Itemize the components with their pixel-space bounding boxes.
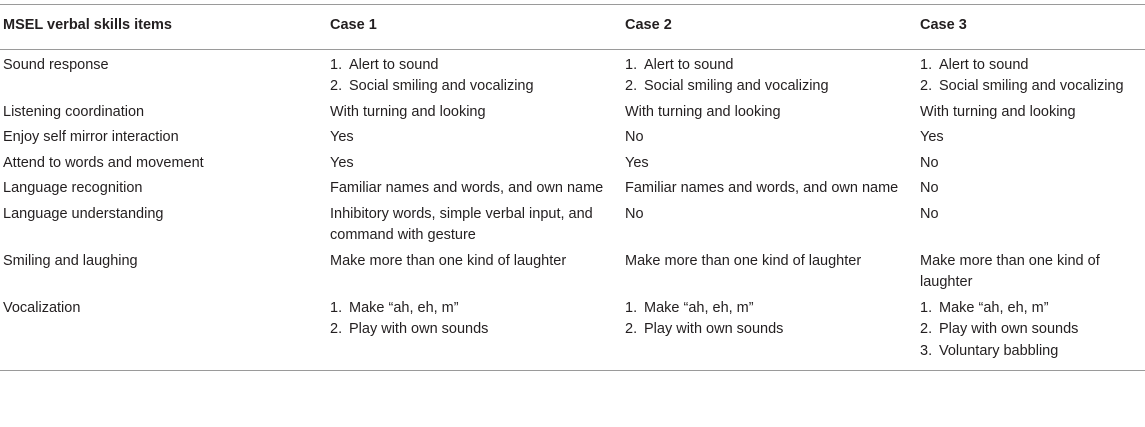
row-case-3-cell: Yes bbox=[920, 129, 944, 145]
list-item: 1. Alert to sound bbox=[920, 56, 1029, 73]
row-case-3-cell: Make more than one kind of laughter bbox=[920, 252, 1100, 290]
table-row bbox=[0, 251, 1145, 298]
header-case-3: Case 3 bbox=[920, 17, 967, 33]
row-item-label: Vocalization bbox=[3, 299, 81, 316]
row-case-1-cell: Familiar names and words, and own name bbox=[330, 180, 604, 196]
list-item: 1. Make “ah, eh, m” bbox=[625, 299, 754, 316]
list-item: 2. Play with own sounds bbox=[625, 321, 784, 337]
row-case-1-cell bbox=[325, 298, 620, 371]
row-case-1-cell: Yes bbox=[330, 154, 354, 171]
numbered-list bbox=[625, 298, 905, 341]
row-case-3-cell: No bbox=[920, 180, 939, 196]
table-row bbox=[0, 153, 1145, 179]
table-row bbox=[0, 298, 1145, 371]
row-case-1-cell: Yes bbox=[330, 129, 354, 145]
row-item-label: Sound response bbox=[3, 56, 109, 73]
row-case-1-cell bbox=[325, 49, 620, 102]
header-case-1: Case 1 bbox=[330, 17, 377, 33]
row-case-2-cell: Familiar names and words, and own name bbox=[625, 180, 899, 196]
row-item-label: Language recognition bbox=[3, 180, 143, 196]
list-item: 3. Voluntary babbling bbox=[920, 342, 1059, 359]
list-item: 2. Play with own sounds bbox=[330, 321, 489, 337]
table-header-row bbox=[0, 5, 1145, 50]
row-case-1-cell: With turning and looking bbox=[330, 103, 486, 120]
table-row bbox=[0, 178, 1145, 204]
row-item-label: Language understanding bbox=[3, 205, 164, 222]
list-item: 2. Play with own sounds bbox=[920, 321, 1079, 337]
row-case-3-cell: No bbox=[920, 154, 939, 171]
list-item: 1. Make “ah, eh, m” bbox=[920, 299, 1049, 316]
numbered-list bbox=[920, 298, 1135, 363]
table-row bbox=[0, 49, 1145, 102]
numbered-list bbox=[920, 55, 1135, 98]
list-item: 2. Social smiling and vocalizing bbox=[625, 78, 829, 94]
header-item: MSEL verbal skills items bbox=[3, 17, 172, 33]
msel-verbal-skills-table bbox=[0, 4, 1145, 371]
list-item: 1. Alert to sound bbox=[625, 56, 734, 73]
row-item-label: Listening coordination bbox=[3, 103, 145, 120]
row-case-3-cell bbox=[915, 298, 1145, 371]
row-case-3-cell: With turning and looking bbox=[920, 103, 1076, 120]
header-case-2: Case 2 bbox=[625, 17, 672, 33]
list-item: 2. Social smiling and vocalizing bbox=[330, 78, 534, 94]
row-case-2-cell: No bbox=[625, 205, 644, 222]
table-row bbox=[0, 102, 1145, 128]
row-case-2-cell: Make more than one kind of laughter bbox=[625, 252, 862, 269]
list-item: 2. Social smiling and vocalizing bbox=[920, 78, 1124, 94]
row-case-3-cell bbox=[915, 49, 1145, 102]
row-case-1-cell: Inhibitory words, simple verbal input, and command with gesture bbox=[330, 205, 593, 243]
row-case-2-cell bbox=[620, 49, 915, 102]
list-item: 1. Make “ah, eh, m” bbox=[330, 299, 459, 316]
row-case-2-cell bbox=[620, 298, 915, 371]
numbered-list bbox=[330, 298, 610, 341]
numbered-list bbox=[330, 55, 610, 98]
numbered-list bbox=[625, 55, 905, 98]
row-case-1-cell: Make more than one kind of laughter bbox=[330, 252, 567, 269]
table-row bbox=[0, 127, 1145, 153]
row-item-label: Attend to words and movement bbox=[3, 154, 204, 171]
row-case-2-cell: With turning and looking bbox=[625, 103, 781, 120]
list-item: 1. Alert to sound bbox=[330, 56, 439, 73]
row-case-2-cell: Yes bbox=[625, 154, 649, 171]
table-row bbox=[0, 204, 1145, 251]
row-item-label: Enjoy self mirror interaction bbox=[3, 129, 179, 145]
row-case-3-cell: No bbox=[920, 205, 939, 222]
row-item-label: Smiling and laughing bbox=[3, 252, 138, 269]
row-case-2-cell: No bbox=[625, 129, 644, 145]
